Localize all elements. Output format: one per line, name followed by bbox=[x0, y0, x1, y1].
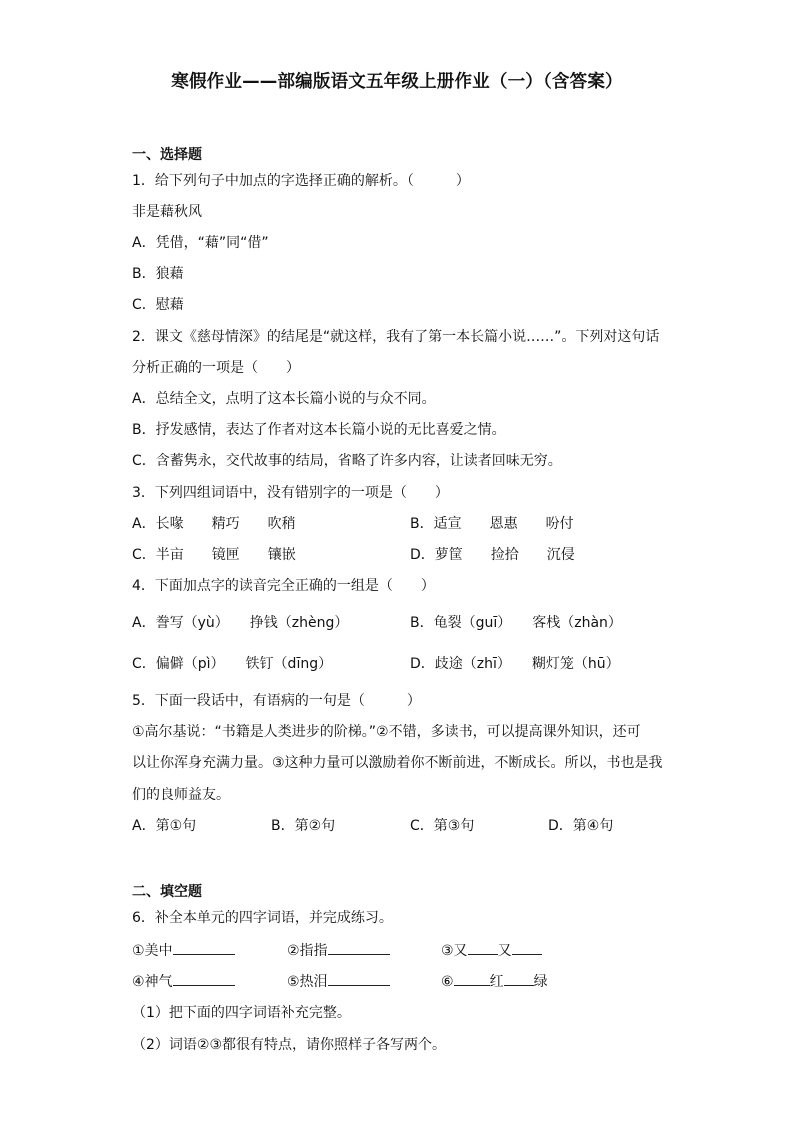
q1-option-b: B．狼藉 bbox=[132, 266, 184, 282]
q1-option-a: A．凭借，“藉”同“借” bbox=[132, 235, 269, 251]
q2-stem-line1: 2．课文《慈母情深》的结尾是“就这样，我有了第一本长篇小说……”。下列对这句话 bbox=[132, 329, 660, 345]
q6-word-1-text: ①美中 bbox=[132, 943, 173, 959]
q2-stem-line2: 分析正确的一项是（ ） bbox=[132, 360, 300, 376]
q6-word-4-text: ④神气 bbox=[132, 974, 173, 990]
q3-option-c: C．半亩 镜匣 镶嵌 bbox=[132, 547, 296, 563]
q1-option-c: C．慰藉 bbox=[132, 297, 184, 313]
page-title: 寒假作业——部编版语文五年级上册作业（一）（含答案） bbox=[171, 72, 623, 92]
q5-paragraph-line2: 以让你浑身充满力量。③这种力量可以激励着你不断前进，不断成长。所以，书也是我 bbox=[132, 755, 663, 771]
q2-option-b: B．抒发感情，表达了作者对这本长篇小说的无比喜爱之情。 bbox=[132, 422, 506, 438]
section-heading-fill: 二、填空题 bbox=[132, 884, 202, 900]
q6-word-3-text-a: ③又 bbox=[441, 943, 468, 959]
q6-blank-4[interactable] bbox=[173, 972, 235, 986]
q5-paragraph-line3: 们的良师益友。 bbox=[132, 787, 230, 803]
q6-word-6-text-a: ⑥ bbox=[441, 974, 454, 990]
section-heading-choice: 一、选择题 bbox=[132, 147, 202, 163]
q6-blank-5[interactable] bbox=[328, 972, 390, 986]
q1-sentence: 非是藉秋风 bbox=[132, 204, 202, 220]
q6-word-6-text-b: 红 bbox=[489, 974, 504, 990]
q4-option-b: B．龟裂（guī） 客栈（zhàn） bbox=[410, 615, 622, 631]
q4-option-c: C．偏僻（pì） 铁钉（dīng） bbox=[132, 656, 333, 672]
q6-stem: 6．补全本单元的四字词语，并完成练习。 bbox=[132, 910, 393, 926]
q6-blank-1[interactable] bbox=[173, 941, 235, 955]
q3-stem: 3．下列四组词语中，没有错别字的一项是（ ） bbox=[132, 485, 449, 501]
q6-blank-6a[interactable] bbox=[454, 972, 490, 986]
q1-stem: 1．给下列句子中加点的字选择正确的解析。（ ） bbox=[132, 173, 470, 189]
q3-option-d: D．萝筐 捡拾 沉侵 bbox=[410, 547, 575, 563]
q3-option-b: B．适宣 恩惠 吩付 bbox=[410, 516, 574, 532]
q5-option-c: C．第③句 bbox=[410, 818, 475, 834]
q3-option-a: A．长喙 精巧 吹稍 bbox=[132, 516, 296, 532]
q6-word-6-text-c: 绿 bbox=[533, 974, 548, 990]
q6-word-2-text: ②指指 bbox=[287, 943, 328, 959]
q6-blank-3b[interactable] bbox=[512, 941, 542, 955]
q6-word-4 bbox=[132, 972, 235, 991]
q6-word-6 bbox=[441, 972, 548, 991]
q5-option-a: A．第①句 bbox=[132, 818, 197, 834]
q5-option-b: B．第②句 bbox=[271, 818, 336, 834]
q4-option-d: D．歧途（zhī） 糊灯笼（hū） bbox=[410, 656, 620, 672]
q6-subquestion-1: （1）把下面的四字词语补充完整。 bbox=[132, 1005, 351, 1021]
q6-word-3 bbox=[441, 941, 542, 960]
q6-blank-6b[interactable] bbox=[504, 972, 534, 986]
q6-word-5 bbox=[287, 972, 390, 991]
q6-word-3-text-b: 又 bbox=[497, 943, 512, 959]
q4-stem: 4．下面加点字的读音完全正确的一组是（ ） bbox=[132, 578, 435, 594]
q6-blank-3a[interactable] bbox=[468, 941, 498, 955]
q2-option-a: A．总结全文，点明了这本长篇小说的与众不同。 bbox=[132, 391, 436, 407]
q4-option-a: A．誊写（yù） 挣钱（zhèng） bbox=[132, 615, 349, 631]
q6-word-1 bbox=[132, 941, 235, 960]
q6-word-5-text: ⑤热泪 bbox=[287, 974, 328, 990]
q5-option-d: D．第④句 bbox=[548, 818, 614, 834]
q5-paragraph-line1: ①高尔基说：“书籍是人类进步的阶梯。”②不错，多读书，可以提高课外知识，还可 bbox=[132, 724, 641, 740]
q6-subquestion-2: （2）词语②③都很有特点，请你照样子各写两个。 bbox=[132, 1037, 447, 1053]
q6-blank-2[interactable] bbox=[328, 941, 390, 955]
q6-word-2 bbox=[287, 941, 390, 960]
q5-stem: 5．下面一段话中，有语病的一句是（ ） bbox=[132, 693, 421, 709]
q2-option-c: C．含蓄隽永，交代故事的结局，省略了许多内容，让读者回味无穷。 bbox=[132, 453, 562, 469]
